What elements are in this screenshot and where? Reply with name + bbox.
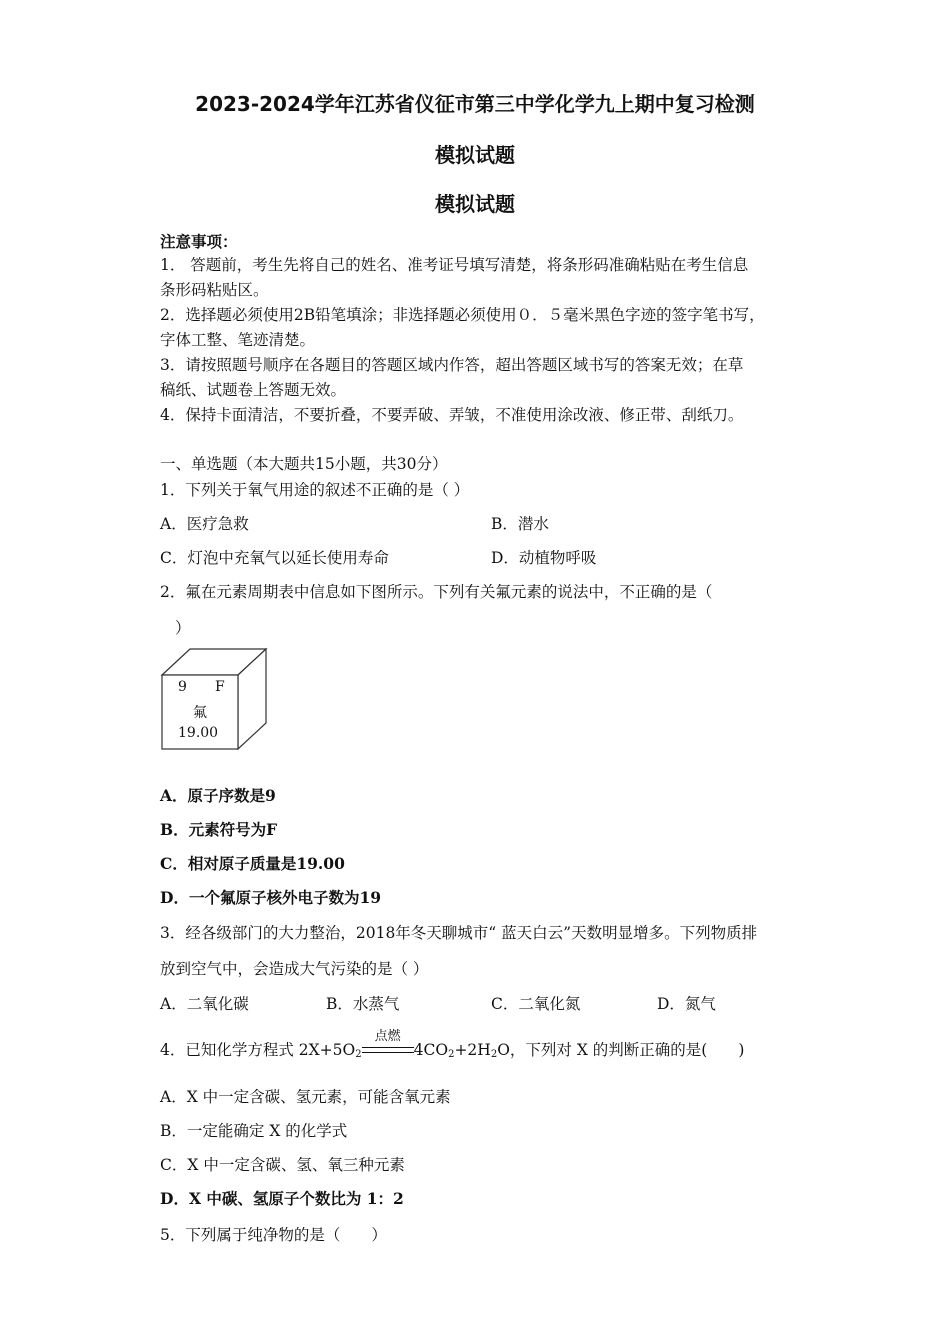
element-name: 氟 (193, 705, 207, 721)
exam-title-line2: 模拟试题 (435, 143, 515, 167)
reaction-condition-label: 点燃 (374, 1029, 401, 1044)
notice-heading: 注意事项： (160, 232, 238, 251)
question-5-stem: 5．下列属于纯净物的是（ ） (160, 1226, 387, 1244)
h2o-subscript: 2 (490, 1049, 498, 1060)
exam-title-line1: 2023-2024学年江苏省仪征市第三中学化学九上期中复习检测 (195, 92, 755, 116)
element-atomic-number: 9 (178, 679, 187, 695)
element-symbol: F (215, 679, 225, 695)
notice-line-3: 2．选择题必须使用2B铅笔填涂；非选择题必须使用０．５毫米黑色字迹的签字笔书写， (160, 306, 765, 324)
notice-line-1: 1． 答题前，考生先将自己的姓名、准考证号填写清楚，将条形码准确粘贴在考生信息 (160, 256, 749, 274)
question-1-option-d[interactable]: D．动植物呼吸 (491, 549, 597, 567)
question-2-stem-line2: ） (175, 619, 191, 637)
question-1-option-b[interactable]: B．潜水 (491, 515, 549, 533)
exam-title-line3: 模拟试题 (435, 192, 515, 216)
equation-prefix: 4．已知化学方程式 2X+5O (160, 1041, 356, 1059)
question-1-option-a[interactable]: A．医疗急救 (160, 515, 249, 533)
question-4-option-d[interactable]: D．X 中碳、氢原子个数比为 1：2 (160, 1189, 404, 1208)
question-2-option-a[interactable]: A．原子序数是9 (160, 786, 276, 805)
reaction-condition-arrow (362, 1029, 414, 1059)
equation-product-h2o: +2H (454, 1041, 491, 1059)
equals-bars (362, 1047, 414, 1053)
notice-line-2: 条形码粘贴区。 (160, 281, 269, 299)
notice-line-5: 3．请按照题号顺序在各题目的答题区域内作答，超出答题区域书写的答案无效；在草 (160, 356, 744, 374)
question-3-option-d[interactable]: D．氮气 (657, 995, 716, 1013)
question-3-stem-line1: 3．经各级部门的大力整治，2018年冬天聊城市“ 蓝天白云”天数明显增多。下列物质排 (160, 924, 758, 942)
question-4-stem (160, 1029, 745, 1060)
notice-line-6: 稿纸、试题卷上答题无效。 (160, 381, 347, 399)
o2-subscript: 2 (355, 1049, 362, 1060)
question-4-option-a[interactable]: A．X 中一定含碳、氢元素，可能含氧元素 (160, 1088, 451, 1106)
question-2-stem-line1: 2．氟在元素周期表中信息如下图所示。下列有关氟元素的说法中，不正确的是（ (160, 583, 713, 601)
equation-product-co2: 4CO (413, 1041, 449, 1059)
co2-subscript: 2 (448, 1049, 455, 1060)
question-3-option-b[interactable]: B．水蒸气 (326, 995, 400, 1013)
notice-line-7: 4．保持卡面清洁，不要折叠，不要弄破、弄皱，不准使用涂改液、修正带、刮纸刀。 (160, 406, 744, 424)
question-4-option-c[interactable]: C．X 中一定含碳、氢、氧三种元素 (160, 1156, 405, 1174)
question-4-option-b[interactable]: B．一定能确定 X 的化学式 (160, 1122, 348, 1140)
question-3-stem-line2: 放到空气中，会造成大气污染的是（ ） (160, 960, 429, 978)
question-1-option-c[interactable]: C．灯泡中充氧气以延长使用寿命 (160, 549, 389, 567)
element-card-figure (160, 647, 268, 751)
question-2-option-b[interactable]: B．元素符号为F (160, 820, 278, 839)
equation-suffix: O，下列对 X 的判断正确的是( ) (497, 1041, 745, 1059)
question-2-option-c[interactable]: C．相对原子质量是19.00 (160, 854, 345, 873)
question-2-option-d[interactable]: D．一个氟原子核外电子数为19 (160, 888, 382, 907)
element-atomic-mass: 19.00 (178, 725, 219, 741)
question-3-option-a[interactable]: A．二氧化碳 (160, 995, 249, 1013)
notice-line-4: 字体工整、笔迹清楚。 (160, 331, 316, 349)
section-heading: 一、单选题（本大题共15小题，共30分） (160, 455, 448, 473)
question-1-stem: 1．下列关于氧气用途的叙述不正确的是（ ） (160, 481, 470, 499)
question-3-option-c[interactable]: C．二氧化氮 (491, 995, 581, 1013)
